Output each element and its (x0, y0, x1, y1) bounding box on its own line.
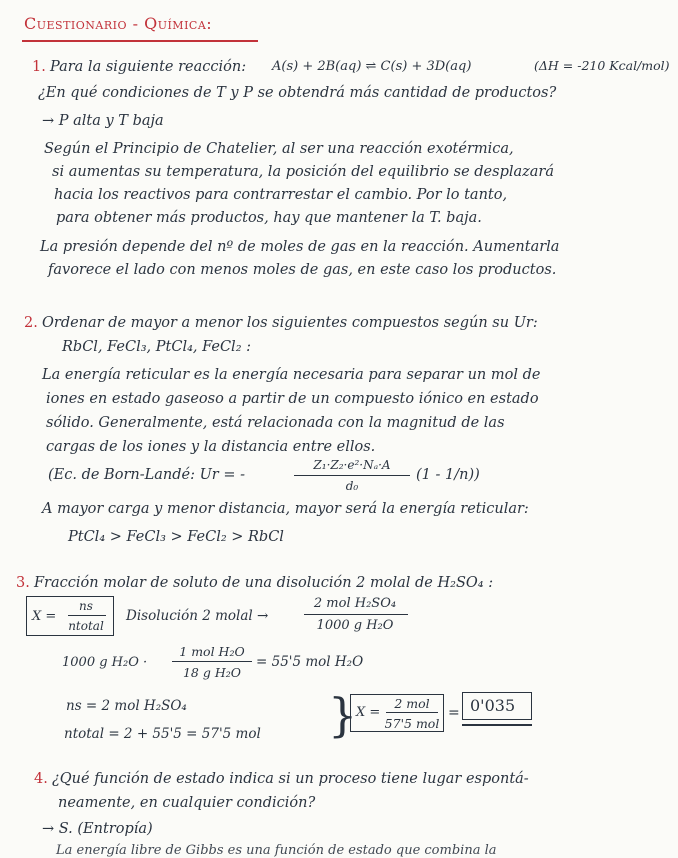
q3-number: 3. (16, 575, 30, 591)
q2-compounds: RbCl, FeCl₃, PtCl₄, FeCl₂ : (62, 339, 251, 355)
q1-expl-line: si aumentas su temperatura, la posición del equilibrio se desplazará (52, 164, 554, 180)
q3-text: Fracción molar de soluto de una disolución 2 molal de H₂SO₄ : (34, 575, 494, 591)
q3-answer-underline (462, 724, 532, 726)
q3-conv-prefix: 1000 g H₂O · (62, 655, 148, 670)
q3-formula-lhs: X = (32, 609, 57, 624)
q3-conv-bar (172, 661, 252, 662)
q3-molal-bar (304, 614, 408, 615)
q3-formula-num: ns (79, 599, 93, 613)
q1-text: Para la siguiente reacción: (50, 59, 247, 75)
q3-x-lhs: X = (356, 705, 381, 720)
q3-conv-num: 1 mol H₂O (179, 644, 245, 659)
q3-x-eq: = (448, 705, 460, 721)
q2-formula-numerator: Z₁·Z₂·e²·Nₐ·A (313, 458, 391, 472)
q2-order: PtCl₄ > FeCl₃ > FeCl₂ > RbCl (68, 529, 284, 545)
q2-formula-fraction-bar (294, 475, 410, 476)
q3-x-den: 57'5 mol (384, 716, 440, 731)
q3-conv-den: 18 g H₂O (182, 665, 241, 680)
q2-expl-line: iones en estado gaseoso a partir de un compuesto iónico en estado (46, 391, 539, 407)
q2-formula-denominator: d₀ (345, 479, 359, 493)
q2-expl-line: sólido. Generalmente, está relacionada con la magnitud de las (46, 415, 505, 431)
q3-brace: } (328, 688, 358, 742)
q4-cut-line: La energía libre de Gibbs es una función de estado que combina la (56, 843, 497, 858)
q2-number: 2. (24, 315, 38, 331)
page-title: Cuestionario - Química: (24, 14, 213, 33)
q2-conclusion: A mayor carga y menor distancia, mayor será la energía reticular: (42, 501, 529, 517)
q3-x-num: 2 mol (394, 696, 430, 711)
q3-x-bar (386, 712, 438, 713)
q1-number: 1. (32, 59, 46, 75)
q3-formula-den: ntotal (68, 619, 104, 633)
q2-text: Ordenar de mayor a menor los siguientes compuestos según su Ur: (42, 315, 538, 331)
q1-answer: → P alta y T baja (42, 113, 164, 129)
q4-text-cont: neamente, en cualquier condición? (58, 795, 316, 811)
q2-formula-suffix: (1 - 1/n)) (416, 467, 480, 483)
q3-molal-den: 1000 g H₂O (316, 618, 394, 633)
q3-ns-line: ns = 2 mol H₂SO₄ (66, 698, 187, 714)
q3-molal-label: Disolución 2 molal → (126, 608, 269, 624)
q1-expl-line: para obtener más productos, hay que mantener la T. baja. (56, 210, 482, 226)
q4-number: 4. (34, 771, 48, 787)
q2-formula-prefix: (Ec. de Born-Landé: Ur = - (48, 467, 245, 483)
q1-enthalpy: (ΔH = -210 Kcal/mol) (534, 58, 670, 73)
q3-conv-result: = 55'5 mol H₂O (256, 654, 364, 670)
q1-expl-line: hacia los reactivos para contrarrestar el cambio. Por lo tanto, (54, 187, 508, 203)
q3-ntotal-line: ntotal = 2 + 55'5 = 57'5 mol (64, 726, 261, 742)
q1-reaction: A(s) + 2B(aq) ⇌ C(s) + 3D(aq) (272, 59, 472, 74)
q1-expl-line: La presión depende del nº de moles de gas en la reacción. Aumentarla (40, 239, 560, 255)
q3-x-result: 0'035 (470, 696, 516, 715)
q3-formula-bar (68, 615, 106, 616)
q2-expl-line: La energía reticular es la energía necesaria para separar un mol de (42, 367, 541, 383)
q2-expl-line: cargas de los iones y la distancia entre ellos. (46, 439, 376, 455)
title-underline (22, 40, 258, 42)
q3-molal-num: 2 mol H₂SO₄ (313, 596, 397, 611)
q1-expl-line: favorece el lado con menos moles de gas, en este caso los productos. (48, 262, 557, 278)
q1-expl-line: Según el Principio de Chatelier, al ser una reacción exotérmica, (44, 141, 514, 157)
q1-question: ¿En qué condiciones de T y P se obtendrá más cantidad de productos? (38, 85, 557, 101)
q4-answer: → S. (Entropía) (42, 821, 153, 837)
q4-text: ¿Qué función de estado indica si un proceso tiene lugar espontá- (52, 771, 529, 787)
